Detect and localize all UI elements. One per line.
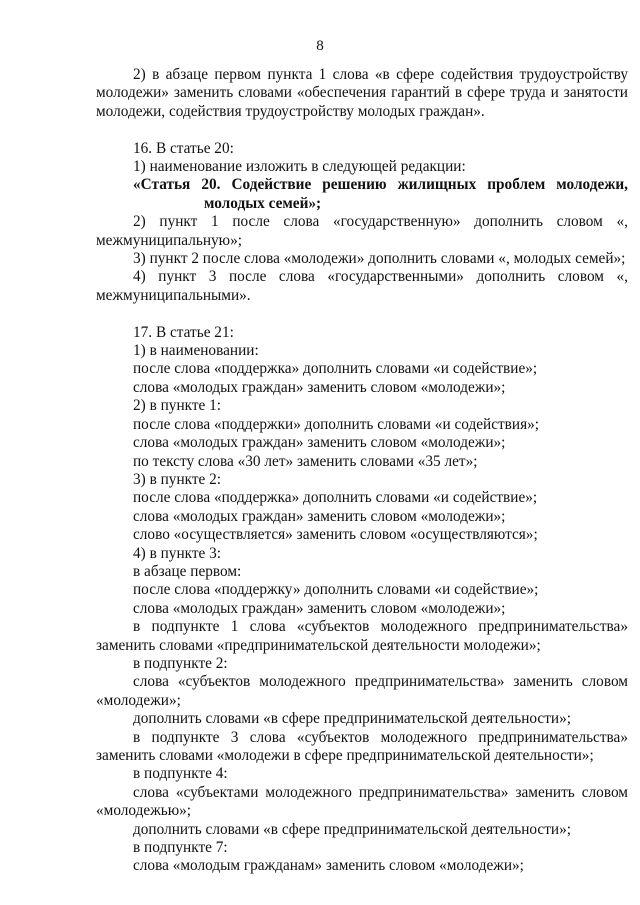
paragraph: после слова «поддержку» дополнить словами «и содействие»; bbox=[133, 581, 539, 599]
paragraph: 1) в наименовании: bbox=[133, 342, 259, 360]
paragraph: в подпункте 1 слова «субъектов молодежного предпринимательства» заменить словами «предпринимательской деятельности молодежи»; bbox=[96, 618, 628, 654]
paragraph: 16. В статье 20: bbox=[133, 139, 234, 157]
paragraph-gap bbox=[96, 305, 628, 323]
paragraph: 2) пункт 1 после слова «государственную» дополнить словом «, межмуниципальную»; bbox=[96, 213, 628, 249]
article-title bbox=[96, 176, 628, 213]
paragraph: после слова «поддержки» дополнить словами «и содействия»; bbox=[133, 415, 540, 433]
paragraph: 3) пункт 2 после слова «молодежи» дополнить словами «, молодых семей»; bbox=[133, 250, 626, 268]
paragraph: 3) в пункте 2: bbox=[133, 470, 222, 488]
paragraph: в подпункте 2: bbox=[133, 654, 228, 672]
paragraph: после слова «поддержка» дополнить словами «и содействие»; bbox=[133, 489, 538, 507]
paragraph: слова «субъектами молодежного предпринимательства» заменить словом «молодежью»; bbox=[96, 783, 628, 820]
paragraph: по тексту слова «30 лет» заменить словами «35 лет»; bbox=[133, 452, 478, 470]
paragraph: 4) в пункте 3: bbox=[133, 544, 222, 562]
paragraph: 1) наименование изложить в следующей редакции: bbox=[133, 158, 466, 176]
paragraph: в подпункте 4: bbox=[133, 765, 228, 783]
paragraph: 2) в абзаце первом пункта 1 слова «в сфере содействия трудоустройству молодежи» заменить словами «обеспечения гарантий в сфере труда и занятости молодежи, содействия трудоустройству молодых граждан». bbox=[96, 66, 628, 120]
paragraph: 17. В статье 21: bbox=[133, 323, 234, 341]
paragraph: дополнить словами «в сфере предпринимательской деятельности»; bbox=[133, 710, 571, 728]
page-number: 8 bbox=[316, 38, 324, 54]
paragraph: слова «субъектов молодежного предпринимательства» заменить словом «молодежи»; bbox=[96, 673, 628, 709]
article-title-line-1: «Статья 20. Содействие решению жилищных проблем молодежи, bbox=[133, 176, 628, 194]
paragraph: слова «молодых граждан» заменить словом «молодежи»; bbox=[133, 434, 506, 452]
article-title-line-2: молодых семей»; bbox=[204, 194, 322, 212]
paragraph: слова «молодых граждан» заменить словом «молодежи»; bbox=[133, 378, 506, 396]
paragraph: в подпункте 7: bbox=[133, 839, 228, 857]
paragraph: дополнить словами «в сфере предпринимательской деятельности»; bbox=[133, 820, 571, 838]
paragraph: в подпункте 3 слова «субъектов молодежного предпринимательства» заменить словами «молодежи в сфере предпринимательской деятельности»; bbox=[96, 728, 628, 764]
paragraph: 2) в пункте 1: bbox=[133, 397, 222, 415]
paragraph: в абзаце первом: bbox=[133, 562, 242, 580]
paragraph: 4) пункт 3 после слова «государственными» дополнить словом «, межмуниципальными». bbox=[96, 268, 628, 304]
paragraph: слово «осуществляется» заменить словом «осуществляются»; bbox=[133, 526, 538, 544]
paragraph-gap bbox=[96, 121, 628, 139]
paragraph: слова «молодых граждан» заменить словом «молодежи»; bbox=[133, 599, 506, 617]
paragraph: слова «молодых граждан» заменить словом «молодежи»; bbox=[133, 507, 506, 525]
document-body bbox=[96, 66, 628, 876]
paragraph: слова «молодым гражданам» заменить словом «молодежи»; bbox=[133, 857, 524, 875]
paragraph: после слова «поддержка» дополнить словами «и содействие»; bbox=[133, 360, 538, 378]
